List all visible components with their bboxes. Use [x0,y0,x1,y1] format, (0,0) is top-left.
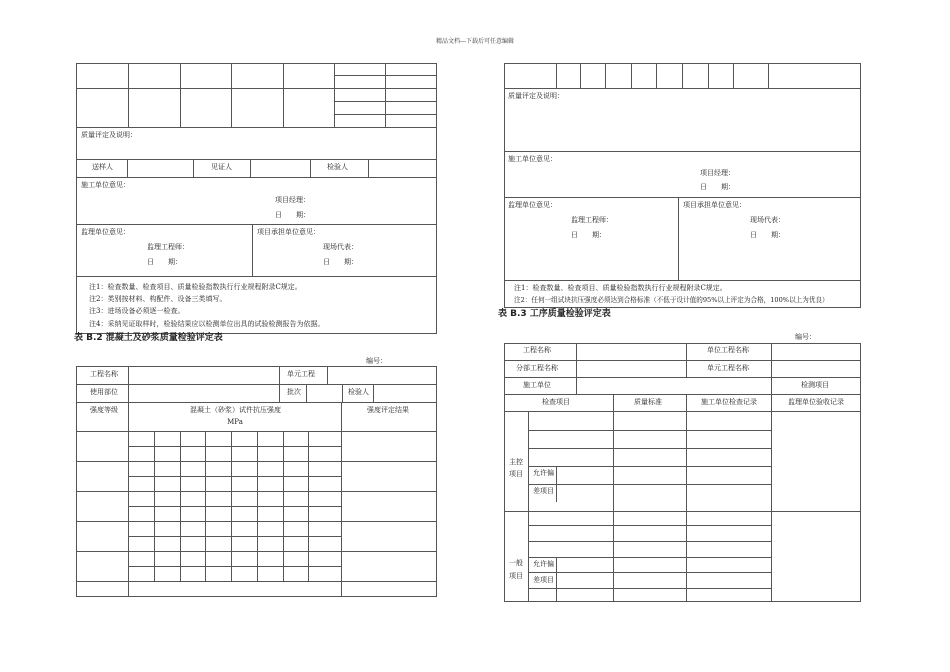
construction-opinion-label: 施工单位意见： [81,181,130,189]
col-standard: 质量标准 [634,398,662,406]
contractor-opinion-label: 项目承担单位意见： [683,201,746,209]
date-label: 日 期： [700,183,735,191]
quality-eval-label: 质量评定及说明： [81,131,137,139]
unit-project-name-label: 单位工程名称 [707,346,749,354]
strength-grade-label: 强度等级 [90,406,118,414]
date-label: 日 期： [571,231,606,239]
project-name-label: 工程名称 [523,346,551,354]
strength-result-label: 强度评定结果 [367,406,409,414]
note-3: 注3：进场设备必须逐一检查。 [89,307,185,315]
supervising-engineer-label: 监理工程师： [571,216,613,224]
number-label: 编号： [366,357,387,365]
unit-project-label: 单元工程 [287,370,315,378]
contractor-opinion-label: 项目承担单位意见： [257,228,320,236]
location-label: 使用部位 [90,388,118,396]
project-manager-label: 项目经理： [275,196,310,204]
date-label: 日 期： [147,258,182,266]
inspector-label: 检验人 [327,163,348,171]
col-supervision: 监理单位验收记录 [788,398,844,406]
date-label: 日 期： [750,231,785,239]
note-2: 注2：任何一组试块抗压强度必须达到合格标准（不低于设计值的95%以上评定为合格，100%以上为优良） [514,296,829,304]
table-b2-title: 表 B.2 混凝土及砂浆质量检验评定表 [74,333,223,343]
supervision-opinion-label: 监理单位意见： [81,228,130,236]
supervising-engineer-label: 监理工程师： [147,243,189,251]
inspector-label: 检验人 [348,388,369,396]
note-2: 注2：类别按材料、构配件、设备三类填写。 [89,295,227,303]
site-rep-label: 现场代表： [323,243,358,251]
item-label: 项目 [509,572,523,580]
col-construction: 施工单位检查记录 [701,398,757,406]
general-label: 一般 [509,559,523,567]
strength-header: 混凝土（砂浆）试件抗压强度 [190,406,281,414]
date-label: 日 期： [275,211,310,219]
main-control-label: 主控 [509,458,523,466]
allowed-dev-label: 允许偏 [533,469,554,477]
project-name-label: 工程名称 [90,370,118,378]
allowed-dev-label: 允许偏 [533,560,554,568]
item-label: 项目 [509,470,523,478]
number-label: 编号： [795,333,816,341]
witness-label: 见证人 [211,163,232,171]
construction-opinion-label: 施工单位意见： [508,155,557,163]
unit-mpa: MPa [227,418,243,426]
col-item: 检查项目 [542,398,570,406]
dev-item-label: 差项目 [533,576,554,584]
unit-element-name-label: 单元工程名称 [707,364,749,372]
construction-unit-label: 施工单位 [523,381,551,389]
batch-label: 批次 [287,388,301,396]
sub-project-name-label: 分部工程名称 [516,364,558,372]
sampler-label: 送样人 [92,163,113,171]
dev-item-label: 差项目 [533,487,554,495]
date-label: 日 期： [323,258,358,266]
note-1: 注1：检查数量、检查项目、质量检验指数执行行业规程附录C规定。 [89,283,302,291]
note-4: 注4：采纳见证取样时，检验结果应以检测单位出具的试验检测报告为依据。 [89,320,325,328]
note-1: 注1：检查数量、检查项目、质量检验指数执行行业规程附录C规定。 [514,284,727,292]
table-b3-title: 表 B.3 工序质量检验评定表 [498,309,611,319]
header-watermark: 精品文档---下载后可任意编辑 [435,38,515,45]
site-rep-label: 现场代表： [750,216,785,224]
project-manager-label: 项目经理： [700,169,735,177]
quality-eval-label: 质量评定及说明： [508,92,564,100]
inspection-item-label: 检测项目 [801,381,829,389]
supervision-opinion-label: 监理单位意见： [508,201,557,209]
